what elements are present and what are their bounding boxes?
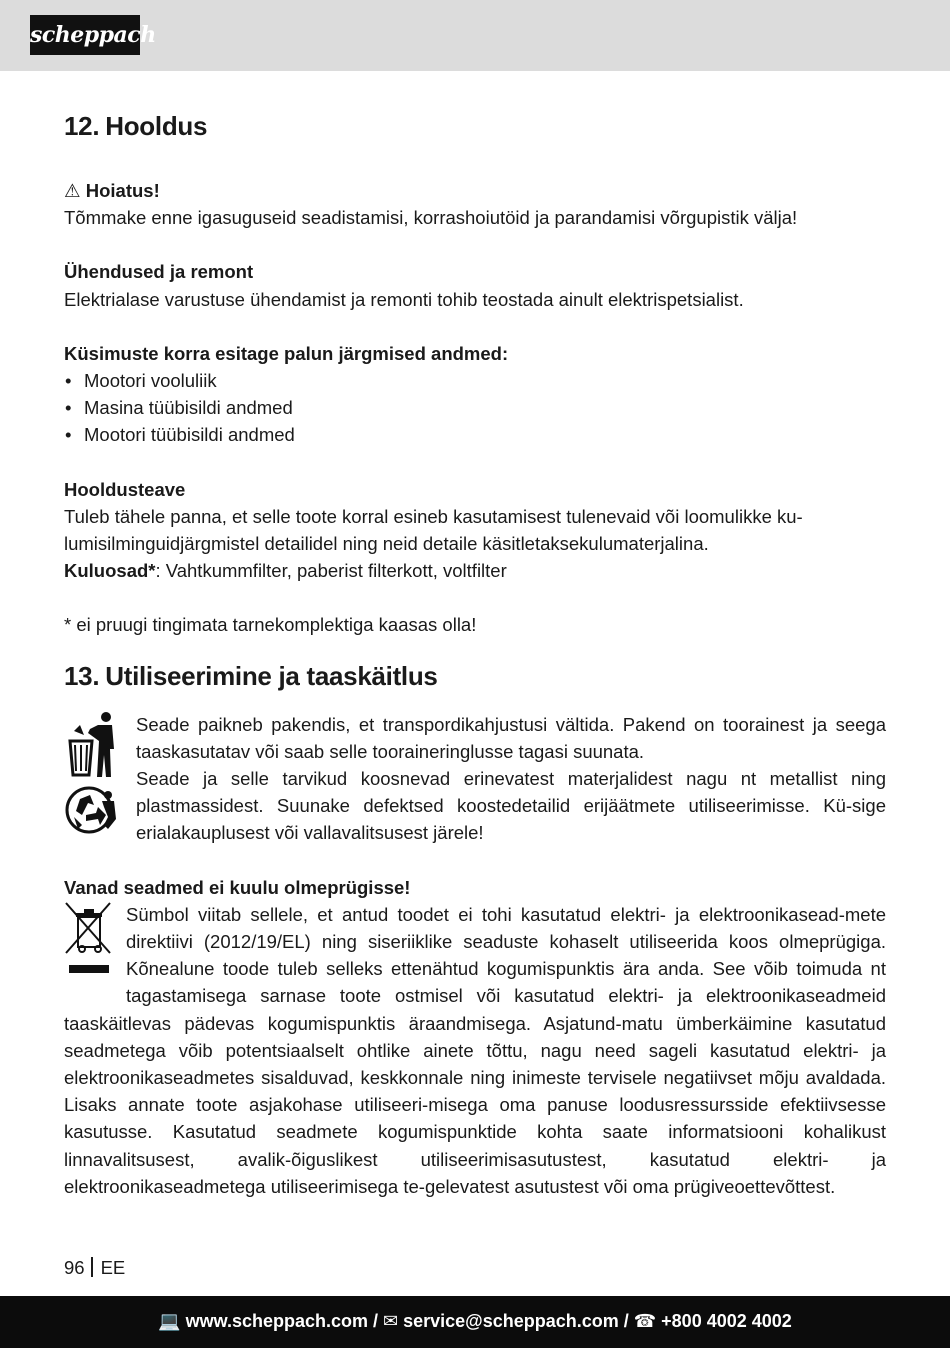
scheppach-logo: scheppach xyxy=(30,15,140,55)
packaging-text-column xyxy=(136,711,886,847)
page-number: 96 xyxy=(64,1257,85,1278)
weee-icon-holder xyxy=(64,901,126,1005)
main-content xyxy=(64,108,886,1200)
footnote: * ei pruugi tingimata tarnekomplektiga kaasas olla! xyxy=(64,614,477,636)
page-header xyxy=(0,0,950,71)
warning-heading xyxy=(64,177,886,204)
packaging-block xyxy=(64,711,886,847)
section-12-heading xyxy=(64,108,886,144)
computer-icon: 💻 xyxy=(158,1311,186,1331)
warning-text: Tõmmake enne igasuguseid seadistamisi, korrashoiutöid ja parandamisi võrgupistik välja! xyxy=(64,207,798,229)
weee-heading: Vanad seadmed ei kuulu olmeprügisse! xyxy=(64,876,411,898)
weee-block xyxy=(64,901,886,1200)
wear-parts-label: Kuluosad* xyxy=(64,560,156,582)
packaging-text: Seade paikneb pakendis, et transpordikahjustusi vältida. Pakend on toorainest ja seega taaskasutatav või saab selle tooraineringlusse tagasi suunata. xyxy=(136,713,886,762)
page-number-area xyxy=(64,1257,125,1279)
warning-title: Hoiatus! xyxy=(85,180,160,201)
materials-text: Seade ja selle tarvikud koosnevad erinevatest materjalidest nagu nt metallist ning plastmassidest. Suunake defektsed koostedetailid erijäätmete utiliseerimisse. Kü-sige erialakauplusest või vallavalitsusest järele! xyxy=(136,768,886,844)
weee-text: Sümbol viitab sellele, et antud toodet ei tohi kasutatud elektri- ja elektroonikasead-mete direktiivi (2012/19/EL) ning siseriiklike seaduste kohaselt utiliseerida koos olmeprügiga. Kõnealune toode tuleb selleks ettenähtud kogumispunktis ära anda. See võib toimuda nt tagastamisega sarnase toote ostmisel või kasutatud elektri- ja elektroonikaseadmeid taaskäitlevas pädevas kogumispunktis äraandmisega. Asjatund-matu ümberkäimine kasutatud seadmetega võib potentsiaalselt ohtlike ainete tõttu, nagu need sageli kasutatud elektri- ja elektroonikaseadmetes sisalduvad, keskkonnale ning inimeste tervisele negatiivset mõju avaldada. Lisaks annate toote asjakohase utiliseeri-misega oma panuse loodusressursside efektiivsesse kasutusse. Kasutatud seadmete kogumispunktide kohta saate informatsiooni kohalikust linnavalitsusest, avalik-õiguslikest utiliseerimisasutustest, kasutatud elektri- ja elektroonikaseadmetega utiliseerimisega te-gelevatest asutustest või oma prügiveoettevõttest. xyxy=(64,903,886,1197)
section-number: 12. xyxy=(64,111,100,141)
warning-triangle-icon: ⚠ xyxy=(64,180,81,201)
section-number: 13. xyxy=(64,660,100,691)
page-divider xyxy=(91,1257,93,1277)
wear-parts-text: : Vahtkummfilter, paberist filterkott, voltfilter xyxy=(155,560,507,582)
wear-parts-line xyxy=(64,557,886,584)
service-heading: Hooldusteave xyxy=(64,478,186,500)
connections-heading: Ühendused ja remont xyxy=(64,261,254,283)
footer-contact: www.scheppach.com / ✉ service@scheppach.com / ☎ +800 4002 4002 xyxy=(185,1311,792,1331)
questions-heading: Küsimuste korra esitage palun järgmised andmed: xyxy=(64,342,509,364)
section-title: Utiliseerimine ja taaskäitlus xyxy=(105,660,438,691)
page-footer xyxy=(0,1296,950,1348)
page-language: EE xyxy=(100,1257,126,1278)
list-item: • Mootori tüübisildi andmed xyxy=(64,421,886,448)
service-text: Tuleb tähele panna, et selle toote korral esineb kasutamisest tulenevaid või loomulikke ku-lumisilminguidjärgmistel detailidel ning neid detaile käsitletaksekulumaterjalina. xyxy=(64,505,803,555)
packaging-icons xyxy=(64,711,136,847)
connections-text: Elektrialase varustuse ühendamist ja remonti tohib teostada ainult elektrispetsialist. xyxy=(64,288,744,310)
questions-list xyxy=(64,367,886,449)
section-13-heading xyxy=(64,658,886,694)
recycling-icon xyxy=(64,785,120,835)
crossed-bin-icon xyxy=(64,901,114,981)
trash-bin-person-icon xyxy=(64,711,120,779)
section-title: Hooldus xyxy=(105,111,208,141)
list-item: • Mootori vooluliik xyxy=(64,367,886,394)
list-item: • Masina tüübisildi andmed xyxy=(64,394,886,421)
